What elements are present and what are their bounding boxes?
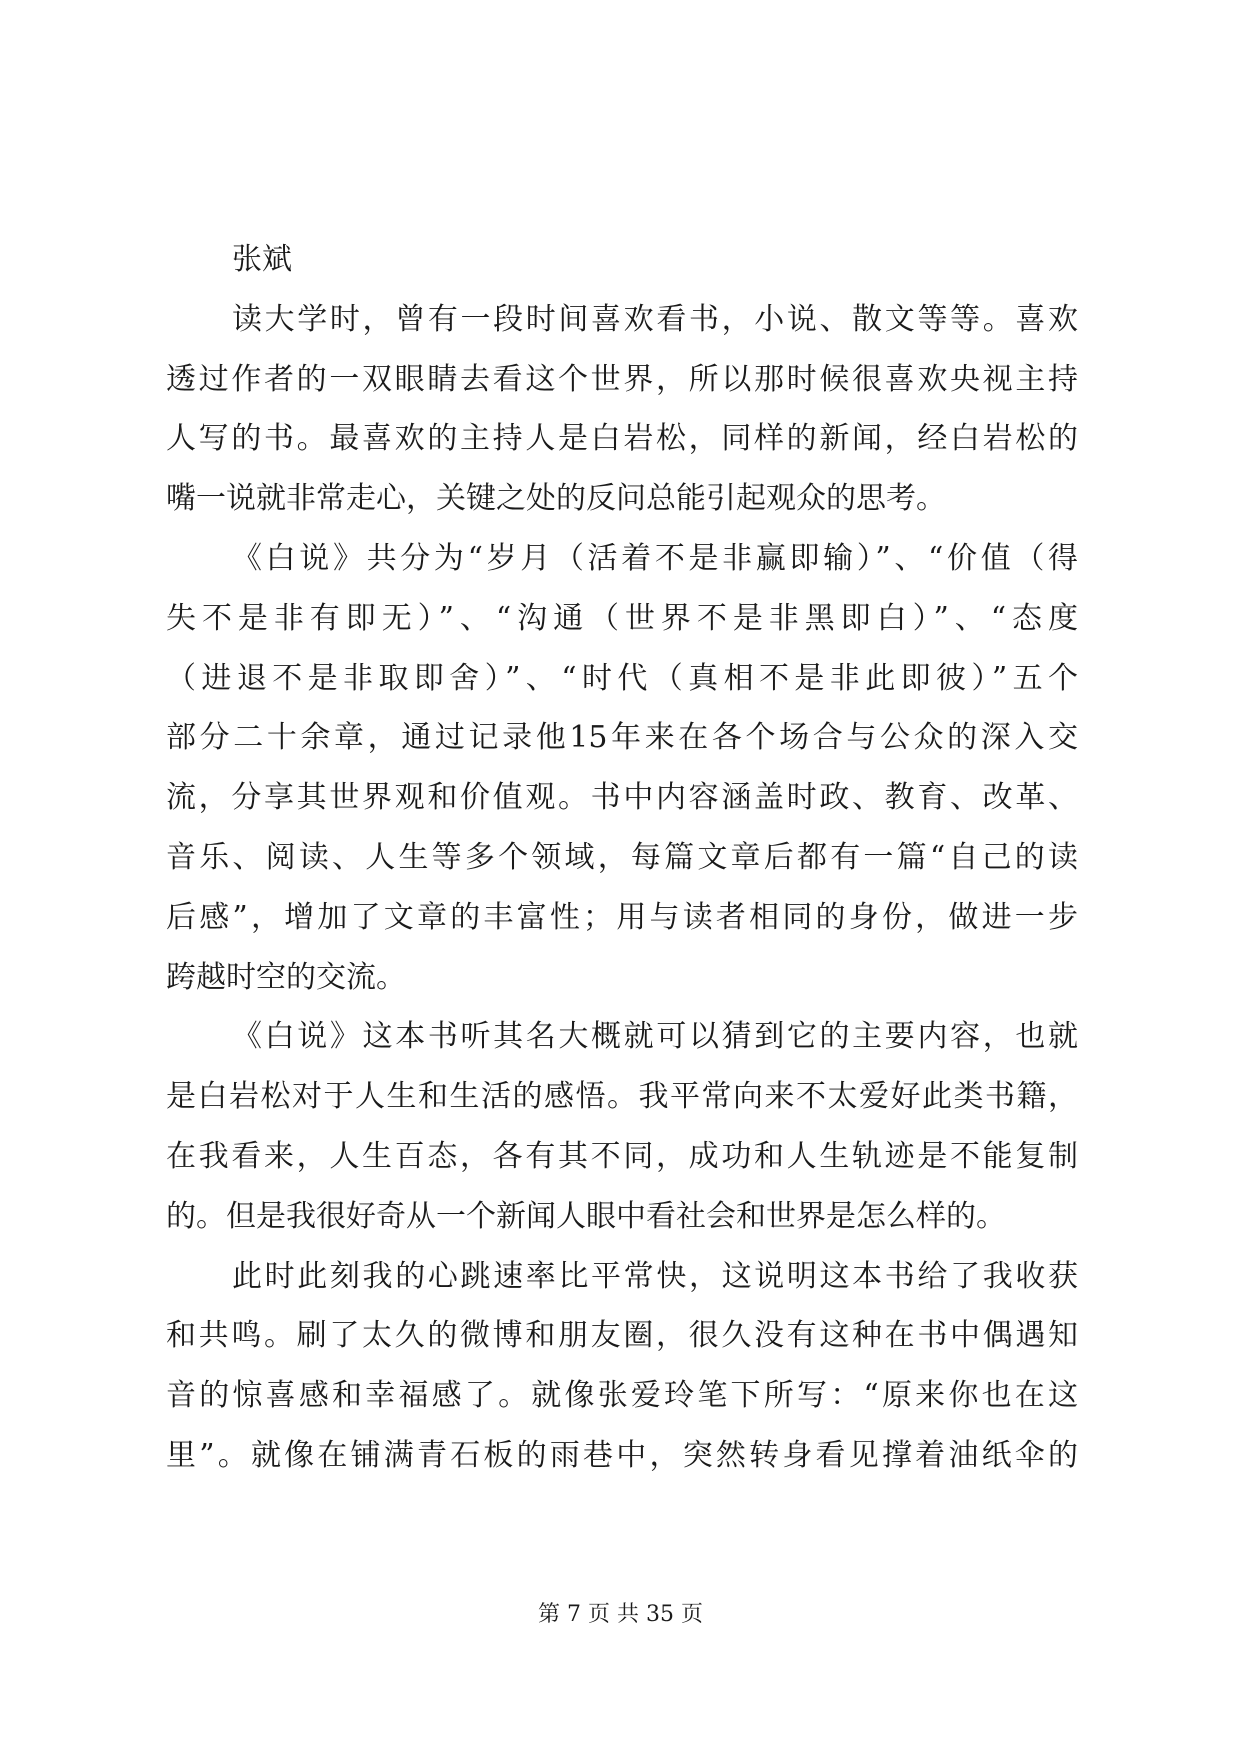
text-line: 部分二十余章，通过记录他15年来在各个场合与公众的深入交 bbox=[166, 720, 1078, 756]
page-footer: 第 7 页 共 35 页 bbox=[538, 1602, 703, 1627]
text-line: 失不是非有即无）”、“沟通（世界不是非黑即白）”、“态度 bbox=[166, 600, 1078, 636]
text-line: 和共鸣。刷了太久的微博和朋友圈，很久没有这种在书中偶遇知 bbox=[166, 1318, 1078, 1354]
text-line: 人写的书。最喜欢的主持人是白岩松，同样的新闻，经白岩松的 bbox=[166, 421, 1078, 457]
text-line: 的。但是我很好奇从一个新闻人眼中看社会和世界是怎么样的。 bbox=[166, 1198, 1006, 1234]
author-name: 张斌 bbox=[232, 242, 292, 277]
text-line: 是白岩松对于人生和生活的感悟。我平常向来不太爱好此类书籍， bbox=[166, 1079, 1078, 1115]
text-line: 在我看来，人生百态，各有其不同，成功和人生轨迹是不能复制 bbox=[166, 1138, 1078, 1174]
text-line: 音乐、阅读、人生等多个领域，每篇文章后都有一篇“自己的读 bbox=[166, 839, 1078, 875]
paragraph-lines bbox=[166, 290, 1078, 1486]
text-line: 里”。就像在铺满青石板的雨巷中，突然转身看见撑着油纸伞的 bbox=[166, 1437, 1078, 1473]
text-line: 音的惊喜感和幸福感了。就像张爱玲笔下所写：“原来你也在这 bbox=[166, 1378, 1078, 1414]
text-line: （进退不是非取即舍）”、“时代（真相不是非此即彼）”五个 bbox=[166, 660, 1078, 696]
text-line: 《白说》这本书听其名大概就可以猜到它的主要内容，也就 bbox=[232, 1019, 1078, 1055]
body-text bbox=[166, 230, 1078, 1486]
text-line: 《白说》共分为“岁月（活着不是非赢即输）”、“价值（得 bbox=[232, 540, 1078, 576]
text-line: 透过作者的一双眼睛去看这个世界，所以那时候很喜欢央视主持 bbox=[166, 361, 1078, 397]
text-line: 跨越时空的交流。 bbox=[166, 959, 406, 995]
text-line: 读大学时，曾有一段时间喜欢看书，小说、散文等等。喜欢 bbox=[232, 301, 1078, 337]
text-line: 此时此刻我的心跳速率比平常快，这说明这本书给了我收获 bbox=[232, 1258, 1078, 1294]
text-line: 嘴一说就非常走心，关键之处的反问总能引起观众的思考。 bbox=[166, 481, 946, 517]
text-line: 后感”，增加了文章的丰富性；用与读者相同的身份，做进一步 bbox=[166, 899, 1078, 935]
text-line: 流，分享其世界观和价值观。书中内容涵盖时政、教育、改革、 bbox=[166, 780, 1078, 816]
